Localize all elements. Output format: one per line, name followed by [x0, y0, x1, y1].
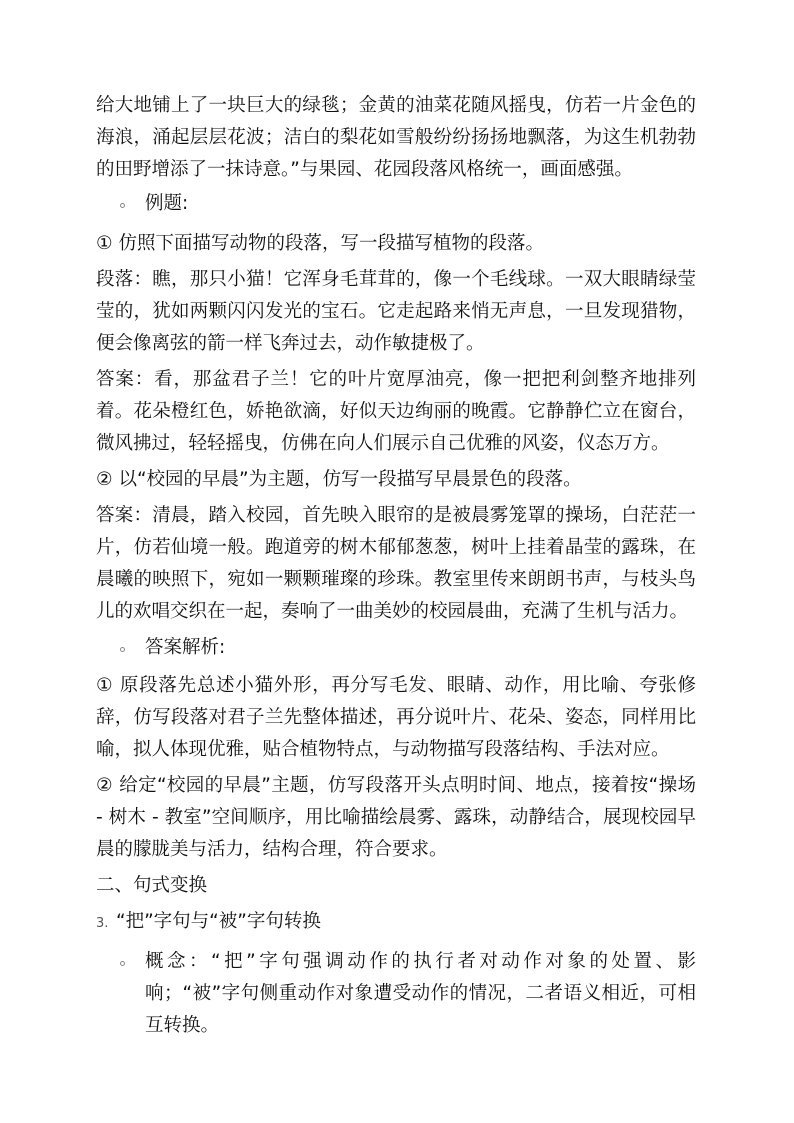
question-1-answer: 答案：看，那盆君子兰！它的叶片宽厚油亮，像一把把利剑整齐地排列着。花朵橙红色，娇艳欲滴，好似天边绚丽的晚霞。它静静伫立在窗台，微风拂过，轻轻摇曳，仿佛在向人们展示自己优雅的风姿，仪态万方。 — [96, 369, 696, 454]
question-1-paragraph: 段落：瞧，那只小猫！它浑身毛茸茸的，像一个毛线球。一双大眼睛绿莹莹的，犹如两颗闪闪发光的宝石。它走起路来悄无声息，一旦发现猎物，便会像离弦的箭一样飞奔过去，动作敏捷极了。 — [96, 269, 696, 354]
section-heading: 二、句式变换 — [96, 875, 208, 896]
example-bullet — [120, 188, 696, 220]
question-2: ② 以“校园的早晨”为主题，仿写一段描写早晨景色的段落。 — [96, 469, 582, 490]
analysis-label: 答案解析: — [145, 637, 226, 658]
bullet-circle-icon — [120, 647, 125, 652]
example-label: 例题: — [145, 193, 189, 214]
question-1: ① 仿照下面描写动物的段落，写一段描写植物的段落。 — [96, 233, 544, 254]
analysis-bullet — [120, 632, 696, 664]
question-2-answer: 答案：清晨，踏入校园，首先映入眼帘的是被晨雾笼罩的操场，白茫茫一片，仿若仙境一般。跑道旁的树木郁郁葱葱，树叶上挂着晶莹的露珠，在晨曦的映照下，宛如一颗颗璀璨的珍珠。教室里传来朗朗书声，与枝头鸟儿的欢唱交织在一起，奏响了一曲美妙的校园晨曲，充满了生机与活力。 — [96, 505, 696, 622]
concept-bullet — [120, 946, 696, 1036]
analysis-2: ② 给定“校园的早晨”主题，仿写段落开头点明时间、地点，接着按“操场 - 树木 - 教室”空间顺序，用比喻描绘晨雾、露珠，动静结合，展现校园早晨的朦胧美与活力，结构合理，符合要求。 — [96, 775, 696, 860]
concept-text: 概念：“把”字句强调动作的执行者对动作对象的处置、影响；“被”字句侧重动作对象遭受动作的情况，二者语义相近，可相互转换。 — [145, 951, 696, 1036]
bullet-circle-icon — [120, 961, 125, 966]
intro-paragraph: 给大地铺上了一块巨大的绿毯；金黄的油菜花随风摇曳，仿若一片金色的海浪，涌起层层花波；洁白的梨花如雪般纷纷扬扬地飘落，为这生机勃勃的田野增添了一抹诗意。”与果园、花园段落风格统一，画面感强。 — [96, 95, 696, 180]
item-3-number: 3. — [96, 916, 109, 931]
bullet-circle-icon — [120, 203, 125, 208]
analysis-1: ① 原段落先总述小猫外形，再分写毛发、眼睛、动作，用比喻、夸张修辞，仿写段落对君子兰先整体描述，再分说叶片、花朵、姿态，同样用比喻，拟人体现优雅，贴合植物特点，与动物描写段落结构、手法对应。 — [96, 675, 696, 760]
item-3-title: “把”字句与“被”字句转换 — [116, 911, 321, 932]
